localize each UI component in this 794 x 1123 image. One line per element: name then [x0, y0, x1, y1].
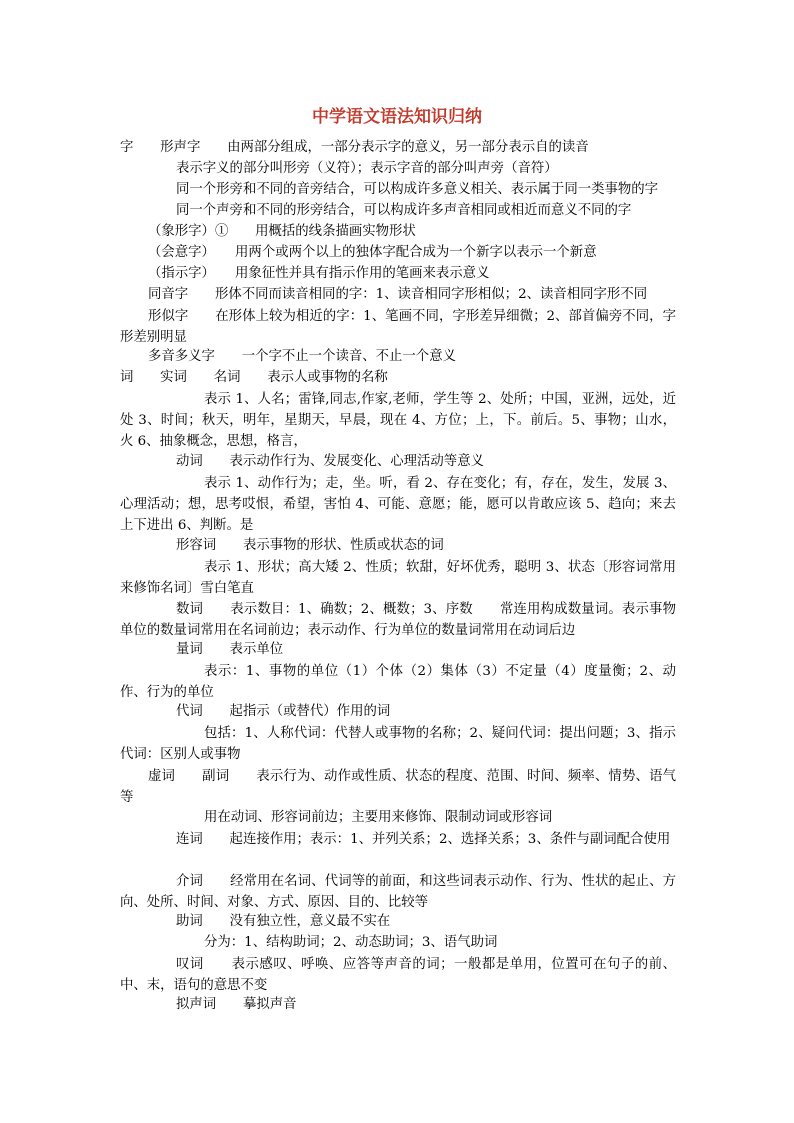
text-paragraph: 包括：1、人称代词：代替人或事物的名称；2、疑问代词：提出问题；3、指示代词：区别人或事物 [120, 726, 676, 762]
text-line: 同一个声旁和不同的形旁结合，可以构成许多声音相同或相近而意义不同的字 [176, 203, 632, 218]
document-title: 中学语文语法知识归纳 [312, 107, 482, 127]
text-line: 词 实词 名词 表示人或事物的名称 [120, 370, 388, 385]
text-paragraph: 表示 1、动作行为；走，坐。听，看 2、存在变化；有，存在，发生，发展 3、心理活动；想，思考哎恨，希望，害怕 4、可能、意愿；能，愿可以肯敢应该 5、趋向；来去上下进出 6、判断。是 [120, 476, 676, 533]
text-paragraph: 表示：1、事物的单位（1）个体（2）集体（3）不定量（4）度量衡；2、动作、行为的单位 [120, 664, 676, 700]
text-line: 助词 没有独立性，意义最不实在 [176, 914, 391, 929]
text-line: （象形字）① 用概括的线条描画实物形状 [148, 224, 416, 239]
text-line: 同音字 形体不同而读音相同的字：1、读音相同字形相似；2、读音相同字形不同 [148, 287, 648, 302]
text-line: 分为：1、结构助词；2、动态助词；3、语气助词 [204, 935, 498, 950]
text-line: 多音多义字 一个字不止一个读音、不止一个意义 [148, 349, 456, 364]
text-line: 动词 表示动作行为、发展变化、心理活动等意义 [176, 454, 484, 469]
text-paragraph: 介词 经常用在名词、代词等的前面，和这些词表示动作、行为、性状的起止、方向、处所、时间、对象、方式、原因、目的、比较等 [120, 874, 676, 910]
text-line: 表示字义的部分叫形旁（义符）；表示字音的部分叫声旁（音符） [176, 161, 558, 176]
text-paragraph: 连词 起连接作用；表示：1、并列关系；2、选择关系；3、条件与副词配合使用 [176, 832, 671, 847]
text-line: （指示字） 用象征性并具有指示作用的笔画来表示意义 [148, 266, 490, 281]
text-line: （会意字） 用两个或两个以上的独体字配合成为一个新字以表示一个新意 [148, 245, 597, 260]
text-paragraph: 表示 1、人名；雷锋,同志,作家,老师，学生等 2、处所；中国，亚洲，远处，近处 3、时间；秋天，明年，星期天，早晨，现在 4、方位；上，下。前后。5、事物；山水，火 6、抽象概念，思想，格言， [120, 392, 676, 449]
text-paragraph: 虚词 副词 表示行为、动作或性质、状态的程度、范围、时间、频率、情势、语气等 [120, 769, 676, 805]
text-paragraph: 表示 1、形状；高大矮 2、性质；软甜，好坏优秀，聪明 3、状态〔形容词常用来修饰名词〕雪白笔直 [120, 560, 676, 596]
text-paragraph: 叹词 表示感叹、呼唤、应答等声音的词；一般都是单用，位置可在句子的前、中、末，语句的意思不变 [120, 957, 676, 993]
text-line: 形容词 表示事物的形状、性质或状态的词 [176, 538, 444, 553]
text-line: 量词 表示单位 [176, 642, 284, 657]
text-paragraph: 形似字 在形体上较为相近的字：1、笔画不同，字形差异细微；2、部首偏旁不同，字形差别明显 [120, 309, 676, 345]
text-line: 字 形声字 由两部分组成，一部分表示字的意义，另一部分表示自的读音 [120, 140, 589, 155]
text-line: 代词 起指示（或替代）作用的词 [176, 704, 391, 719]
text-line: 用在动词、形容词前边；主要用来修饰、限制动词或形容词 [204, 810, 553, 825]
text-line: 同一个形旁和不同的音旁结合，可以构成许多意义相关、表示属于同一类事物的字 [176, 182, 659, 197]
text-line: 拟声词 摹拟声音 [176, 997, 297, 1012]
text-paragraph: 数词 表示数目：1、确数；2、概数；3、序数 常连用构成数量词。表示事物单位的数量词常用在名词前边；表示动作、行为单位的数量词常用在动词后边 [120, 602, 676, 638]
